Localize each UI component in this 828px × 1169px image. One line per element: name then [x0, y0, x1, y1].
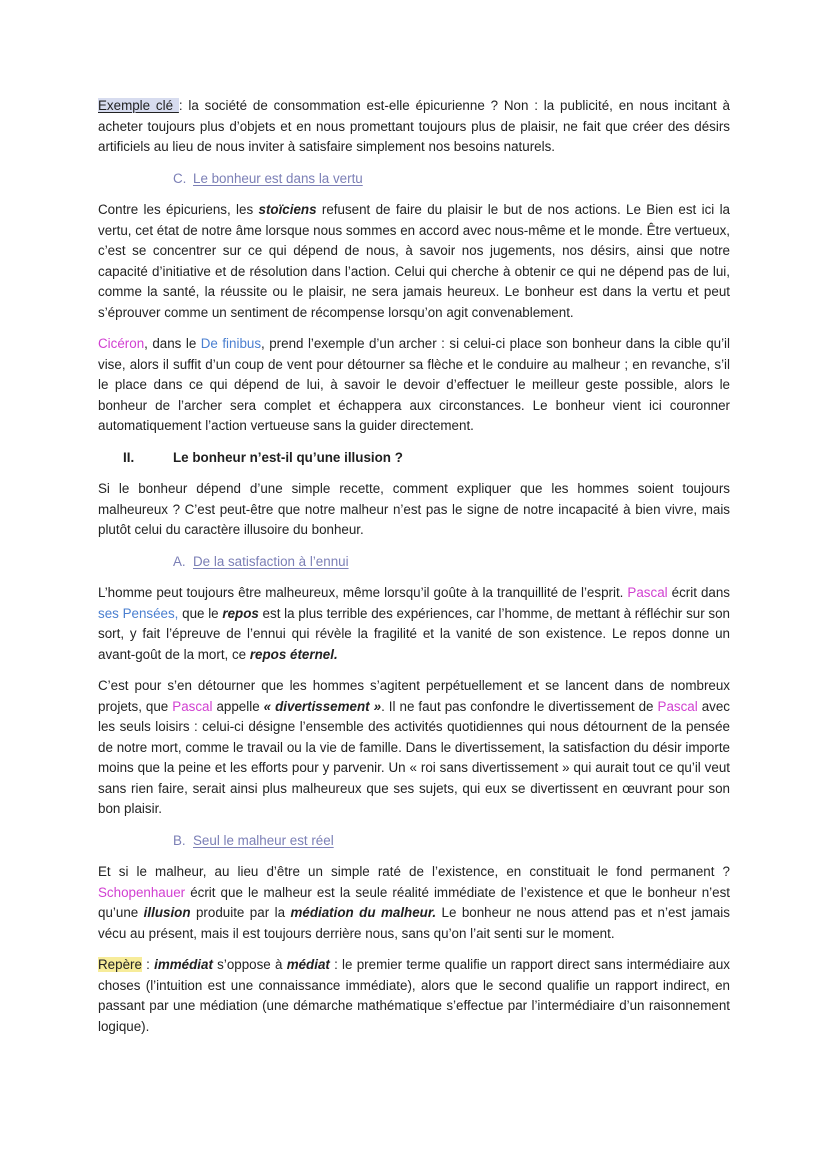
paragraph-pascal-repos: L’homme peut toujours être malheureux, même lorsqu’il goûte à la tranquillité de l’esprit. Pascal écrit dans ses Pensées, que le repos est la plus terrible des expériences, car l’homme, de mettant à réfléchir sur son sort, y fait l’épreuve de l’ennui qui révèle la fragilité et la vanité de son existence. Le repos donne un avant-goût de la mort, ce repos éternel. — [98, 585, 731, 662]
paragraph-stoics: Contre les épicuriens, les stoïciens refusent de faire du plaisir le but de nos actions. Le Bien est ici la vertu, cet état de notre âme lorsque nous sommes en accord avec nous-même et le monde. Être vertueux, c’est se concentrer sur ce qui dépend de nous, à savoir nos jugements, nos désirs, ainsi que notre capacité d’initiative et de résolution dans l’action. Celui qui cherche à obtenir ce qui ne dépend pas de lui, comme la santé, la réussite ou le plaisir, ne sera jamais heureux. Le bonheur est dans la vertu et peut s’éprouver comme un sentiment de récompense lorsqu’on agit convenablement. — [98, 202, 730, 320]
document-body — [98, 96, 730, 1048]
author-pascal: Pascal — [657, 698, 698, 714]
author-ciceron: Cicéron — [98, 336, 145, 351]
paragraph-key-example: Exemple clé : la société de consommation est-elle épicurienne ? Non : la publicité, en nous incitant à acheter toujours plus d’objets et en nous promettant toujours plus de plaisir, ne fait que créer des désirs artificiels au lieu de nous inviter à satisfaire simplement nos besoins naturels. — [98, 98, 731, 154]
paragraph-repere: Repère : immédiat s’oppose à médiat : le premier terme qualifie un rapport direct sans intermédiaire aux choses (l’intuition est une connaissance immédiate), alors que le second qualifie un rapport indirect, en passant par une médiation (une démarche mathématique s’effectue par l’intermédiaire d’un raisonnement logique). — [98, 957, 730, 1034]
section-heading-ii: II. Le bonheur n’est-il qu’une illusion ? — [123, 449, 403, 465]
author-pascal: Pascal — [172, 698, 213, 714]
author-pascal: Pascal — [627, 585, 668, 600]
subheading-c: C. Le bonheur est dans la vertu — [173, 170, 363, 186]
author-schopenhauer: Schopenhauer — [98, 884, 186, 900]
paragraph-schopenhauer: Et si le malheur, au lieu d’être un simple raté de l’existence, en constituait le fond permanent ? Schopenhauer écrit que le malheur est la seule réalité immédiate de l’existence et que le bonheur n’est qu’une illusion produite par la médiation du malheur. Le bonheur ne nous attend pas et n’est jamais vécu au présent, mais il est toujours derrière nous, sans qu’on l’ait senti sur le moment. — [98, 864, 730, 941]
subheading-b: B. Seul le malheur est réel — [173, 832, 334, 848]
work-pensees: ses Pensées, — [98, 605, 179, 621]
key-example-label: Exemple clé — [98, 98, 179, 113]
paragraph-intro-illusion: Si le bonheur dépend d’une simple recette, comment expliquer que les hommes soient toujours malheureux ? C’est peut-être que notre malheur n’est pas le signe de notre incapacité à bien vivre, mais plutôt celui du caractère illusoire du bonheur. — [98, 481, 730, 537]
work-de-finibus: De finibus — [200, 336, 262, 351]
repere-label: Repère — [98, 957, 142, 972]
paragraph-ciceron: Cicéron, dans le De finibus, prend l’exemple d’un archer : si celui-ci place son bonheur dans la cible qu’il vise, alors il suffit d’un coup de vent pour détourner sa flèche et le conduire au malheur ; en revanche, s’il le place dans ce qui dépend de lui, à savoir le devoir d’effectuer le meilleur geste possible, alors le bonheur de l’archer sera complet et échappera aux circonstances. Le bonheur vient ici couronner automatiquement l’action vertueuse sans la guider directement. — [98, 336, 731, 433]
subheading-a: A. De la satisfaction à l’ennui — [173, 553, 349, 569]
paragraph-divertissement: C’est pour s’en détourner que les hommes s’agitent perpétuellement et se lancent dans de nombreux projets, que Pascal appelle « divertissement ». Il ne faut pas confondre le divertissement de Pascal avec les seuls loisirs : celui-ci désigne l’ensemble des activités quotidiennes qui nous détournent de la pensée de notre mort, comme le travail ou la vie de famille. Dans le divertissement, la satisfaction du désir importe moins que la peine et les efforts pour y parvenir. Un « roi sans divertissement » qui aurait tout ce qu’il veut sans rien faire, serait ainsi plus malheureux que ses sujets, qui eux se divertissent en œuvrant pour son bon plaisir. — [98, 678, 731, 816]
